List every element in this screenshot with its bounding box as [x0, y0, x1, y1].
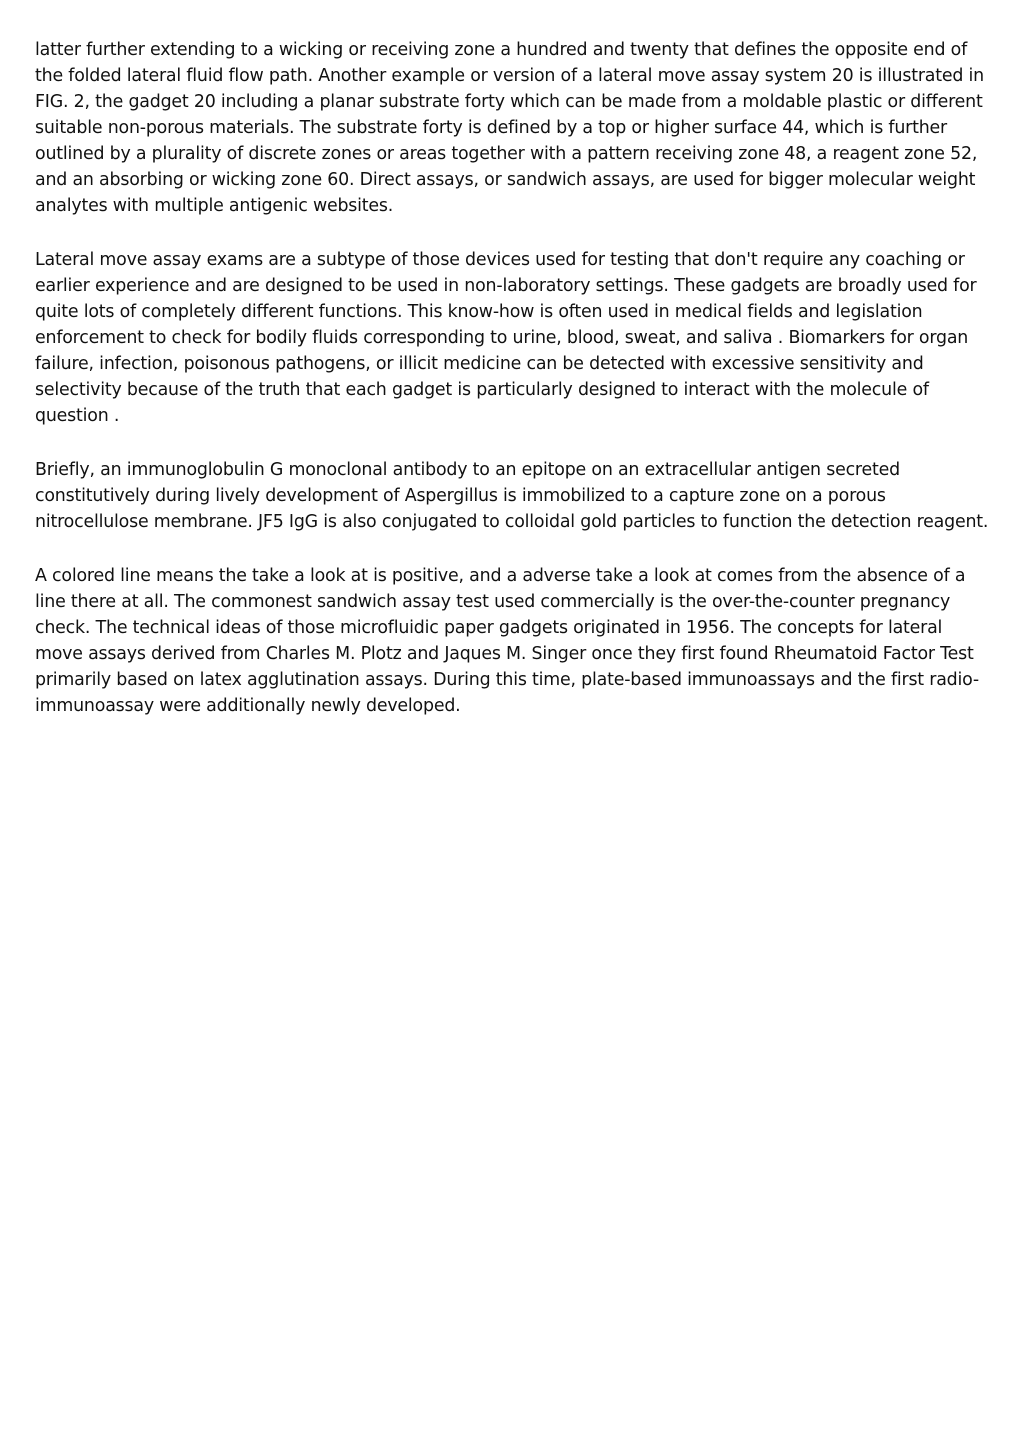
document-body	[35, 37, 991, 747]
paragraph-4: A colored line means the take a look at is positive, and a adverse take a look at comes from the absence of a line there at all. The commonest sandwich assay test used commercially is the over-the-counter pregnancy check. The technical ideas of those microfluidic paper gadgets originated in 1956. The concepts for lateral move assays derived from Charles M. Plotz and Jaques M. Singer once they first found Rheumatoid Factor Test primarily based on latex agglutination assays. During this time, plate-based immunoassays and the first radio-immunoassay were additionally newly developed.	[35, 566, 979, 716]
paragraph-1: latter further extending to a wicking or receiving zone a hundred and twenty that defines the opposite end of the folded lateral fluid flow path. Another example or version of a lateral move assay system 20 is illustrated in FIG. 2, the gadget 20 including a planar substrate forty which can be made from a moldable plastic or different suitable non-porous materials. The substrate forty is defined by a top or higher surface 44, which is further outlined by a plurality of discrete zones or areas together with a pattern receiving zone 48, a reagent zone 52, and an absorbing or wicking zone 60. Direct assays, or sandwich assays, are used for bigger molecular weight analytes with multiple antigenic websites.	[35, 40, 984, 216]
paragraph-3: Briefly, an immunoglobulin G monoclonal antibody to an epitope on an extracellular antigen secreted constitutively during lively development of Aspergillus is immobilized to a capture zone on a porous nitrocellulose membrane. JF5 IgG is also conjugated to colloidal gold particles to function the detection reagent.	[35, 460, 989, 532]
paragraph-2: Lateral move assay exams are a subtype of those devices used for testing that don't require any coaching or earlier experience and are designed to be used in non-laboratory settings. These gadgets are broadly used for quite lots of completely different functions. This know-how is often used in medical fields and legislation enforcement to check for bodily fluids corresponding to urine, blood, sweat, and saliva . Biomarkers for organ failure, infection, poisonous pathogens, or illicit medicine can be detected with excessive sensitivity and selectivity because of the truth that each gadget is particularly designed to interact with the molecule of question .	[35, 250, 977, 426]
